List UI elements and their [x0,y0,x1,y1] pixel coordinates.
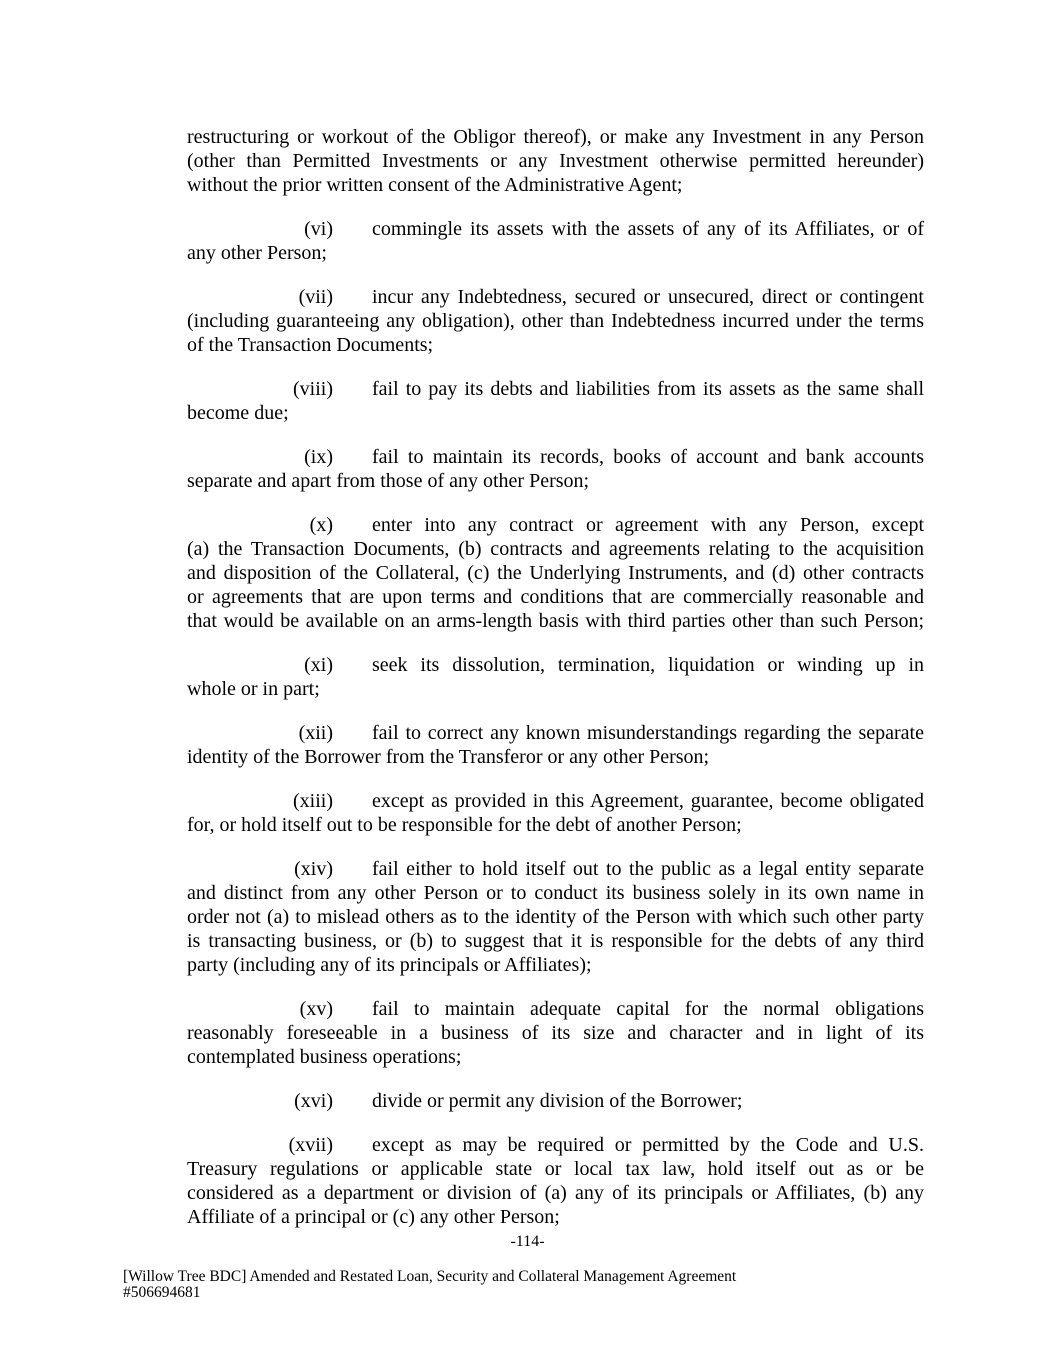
text-line: separate and apart from those of any other Person; [187,470,590,492]
text-line: of the Transaction Documents; [187,334,434,356]
text-line: and disposition of the Collateral, (c) the Underlying Instruments, and (d) other contracts [187,562,924,584]
continuation-paragraph [187,125,924,197]
clause-text: fail to correct any known misunderstandings regarding the separate [372,722,924,744]
text-line: and distinct from any other Person or to conduct its business solely in its own name in [187,882,924,904]
clause-ix [187,445,924,493]
clause-number: (xi) [304,654,333,676]
clause-number: (vi) [304,218,333,240]
clause-text: fail to pay its debts and liabilities from its assets as the same shall [372,378,924,400]
clause-number: (ix) [304,446,333,468]
clause-text: divide or permit any division of the Borrower; [372,1090,743,1112]
clause-xiv [187,857,924,977]
text-line: for, or hold itself out to be responsible for the debt of another Person; [187,814,742,836]
text-line: identity of the Borrower from the Transferor or any other Person; [187,746,710,768]
text-line: without the prior written consent of the Administrative Agent; [187,174,683,196]
clause-number: (xv) [299,998,333,1020]
clause-number: (viii) [293,378,333,400]
text-line: reasonably foreseeable in a business of its size and character and in light of its [187,1022,924,1044]
clause-number: (xvi) [294,1090,333,1112]
clause-number: (xiv) [294,858,333,880]
clause-xv [187,997,924,1069]
clause-xi [187,653,924,701]
clause-number: (vii) [298,286,333,308]
clause-number: (xii) [298,722,333,744]
footer-title: [Willow Tree BDC] Amended and Restated Loan, Security and Collateral Management Agreement [123,1268,737,1285]
text-line: Treasury regulations or applicable state or local tax law, hold itself out as or be [187,1158,924,1180]
body-text [187,125,924,1249]
text-line: (including guaranteeing any obligation), other than Indebtedness incurred under the terms [187,310,924,332]
clause-xvi [187,1089,924,1113]
text-line: Affiliate of a principal or (c) any other Person; [187,1206,560,1228]
clause-text: except as may be required or permitted by the Code and U.S. [372,1134,924,1156]
footer-doc-id: #506694681 [123,1284,201,1301]
text-line: contemplated business operations; [187,1046,462,1068]
clause-text: commingle its assets with the assets of any of its Affiliates, or of [372,218,924,240]
footer [123,1269,736,1301]
clause-xiii [187,789,924,837]
text-line: any other Person; [187,242,327,264]
clause-text: except as provided in this Agreement, guarantee, become obligated [372,790,924,812]
clause-xvii [187,1133,924,1229]
clause-text: seek its dissolution, termination, liquidation or winding up in [372,654,924,676]
text-line: order not (a) to mislead others as to the identity of the Person with which such other party [187,906,924,928]
clause-text: fail either to hold itself out to the public as a legal entity separate [372,858,924,880]
clause-vii [187,285,924,357]
text-line: is transacting business, or (b) to suggest that it is responsible for the debts of any third [187,930,924,952]
clause-text: incur any Indebtedness, secured or unsecured, direct or contingent [372,286,924,308]
text-line: or agreements that are upon terms and conditions that are commercially reasonable and [187,586,924,608]
clause-number: (xiii) [293,790,333,812]
text-line: whole or in part; [187,678,320,700]
clause-number: (xvii) [288,1134,333,1156]
clause-x [187,513,924,633]
clause-text: enter into any contract or agreement with any Person, except [372,514,924,536]
clause-text: fail to maintain its records, books of account and bank accounts [372,446,924,468]
page-number: -114- [510,1233,545,1250]
clause-xii [187,721,924,769]
text-line: that would be available on an arms-length basis with third parties other than such Person; [187,610,924,632]
clause-viii [187,377,924,425]
text-line: considered as a department or division of (a) any of its principals or Affiliates, (b) any [187,1182,924,1204]
clause-text: fail to maintain adequate capital for the normal obligations [372,998,924,1020]
clause-number: (x) [309,514,333,536]
text-line: become due; [187,402,289,424]
text-line: party (including any of its principals or Affiliates); [187,954,592,976]
text-line: (a) the Transaction Documents, (b) contracts and agreements relating to the acquisition [187,538,924,560]
text-line: restructuring or workout of the Obligor thereof), or make any Investment in any Person [187,126,924,148]
clause-vi [187,217,924,265]
text-line: (other than Permitted Investments or any Investment otherwise permitted hereunder) [187,150,924,172]
